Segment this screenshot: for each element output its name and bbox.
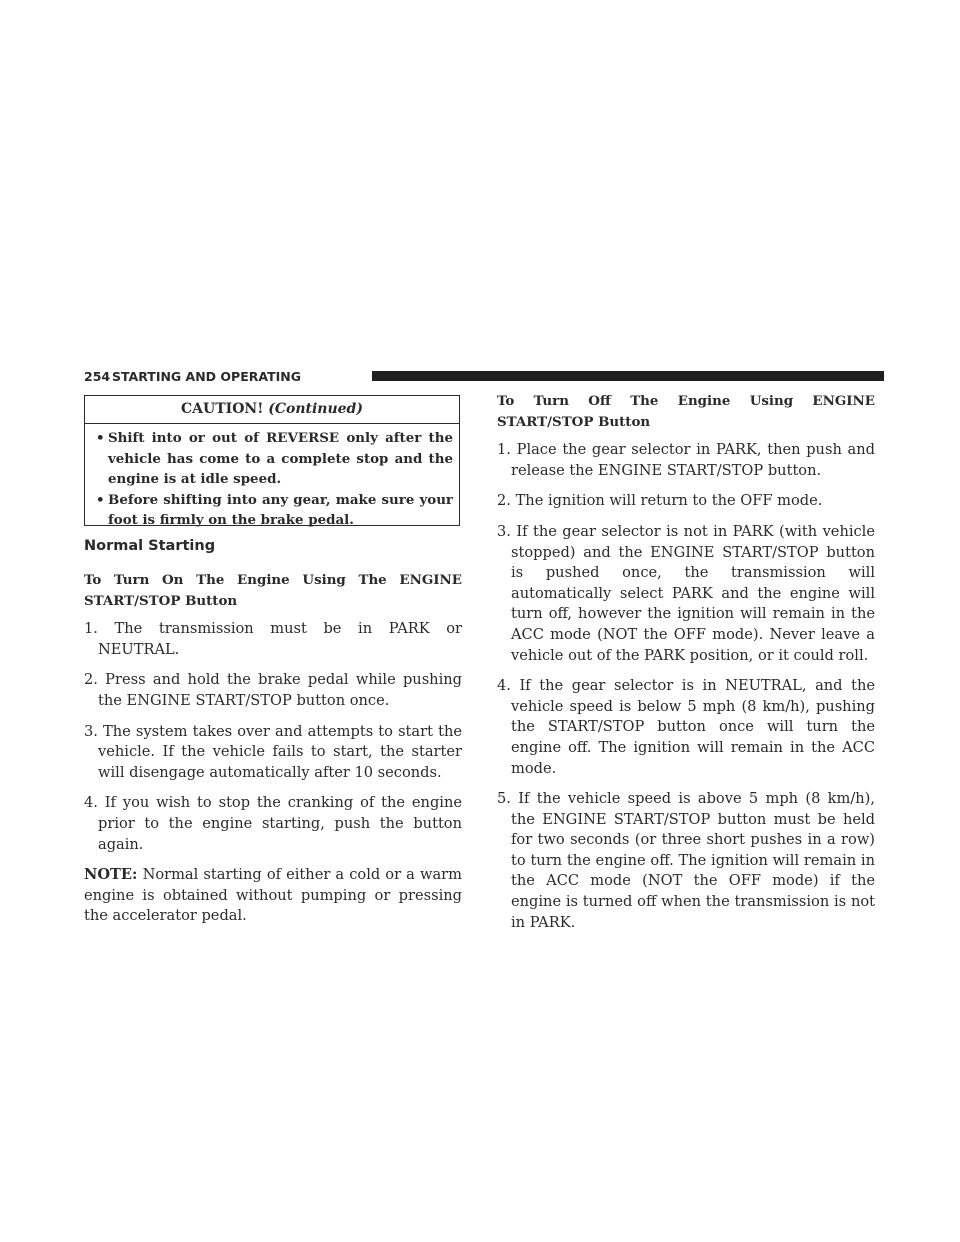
- left-column: [84, 537, 462, 927]
- header-rule: [372, 371, 884, 381]
- list-item: 1. The transmission must be in PARK or NEUTRAL.: [84, 620, 462, 658]
- caution-list: [85, 424, 459, 531]
- bullet-icon: •: [96, 430, 105, 446]
- list-item: 5. If the vehicle speed is above 5 mph (8 km/h), the ENGINE START/STOP button must be held for two seconds (or three short pushes in a row) to turn the engine off. The ignition will remain in the ACC mode (NOT the OFF mode) if the engine is turned off when the transmission is not in PARK.: [497, 790, 875, 931]
- subheading: To Turn On The Engine Using The ENGINE START/STOP Button: [84, 572, 462, 609]
- caution-title: CAUTION!: [181, 401, 264, 417]
- note-label: NOTE:: [84, 866, 138, 884]
- list-item: 3. The system takes over and attempts to start the vehicle. If the vehicle fails to start, the starter will disengage automatically after 10 seconds.: [84, 722, 462, 781]
- list-item: 2. The ignition will return to the OFF mode.: [497, 492, 823, 510]
- list-item: 4. If the gear selector is in NEUTRAL, and the vehicle speed is below 5 mph (8 km/h), pushing the START/STOP button once will turn the engine off. The ignition will remain in the ACC mode.: [497, 677, 875, 777]
- list-item: 4. If you wish to stop the cranking of the engine prior to the engine starting, push the button again.: [84, 794, 462, 853]
- list-item: 3. If the gear selector is not in PARK (with vehicle stopped) and the ENGINE START/STOP button is pushed once, the transmission will automatically select PARK and the engine will turn off, however the ignition will remain in the ACC mode (NOT the OFF mode). Never leave a vehicle out of the PARK position, or it could roll.: [497, 522, 875, 664]
- note: [84, 865, 462, 927]
- section-heading: Normal Starting: [84, 538, 216, 554]
- bullet-icon: •: [96, 491, 105, 508]
- list-item: 2. Press and hold the brake pedal while pushing the ENGINE START/STOP button once.: [84, 671, 462, 709]
- caution-continued: (Continued): [268, 401, 363, 417]
- note-text: Normal starting of either a cold or a warm engine is obtained without pumping or pressing the accelerator pedal.: [84, 866, 463, 925]
- page-header: [84, 369, 884, 385]
- page-number: 254: [84, 369, 111, 384]
- list-item: 1. Place the gear selector in PARK, then push and release the ENGINE START/STOP button.: [497, 441, 875, 479]
- caution-item: • Shift into or out of REVERSE only after the vehicle has come to a complete stop and the engine is at idle speed.: [96, 430, 453, 488]
- caution-item: • Before shifting into any gear, make sure your foot is firmly on the brake pedal.: [96, 491, 453, 529]
- caution-header: [85, 396, 459, 424]
- section-title: STARTING AND OPERATING: [112, 369, 301, 384]
- caution-box: [84, 395, 460, 529]
- subheading: To Turn Off The Engine Using ENGINE START/STOP Button: [497, 393, 875, 430]
- right-column: [497, 391, 875, 943]
